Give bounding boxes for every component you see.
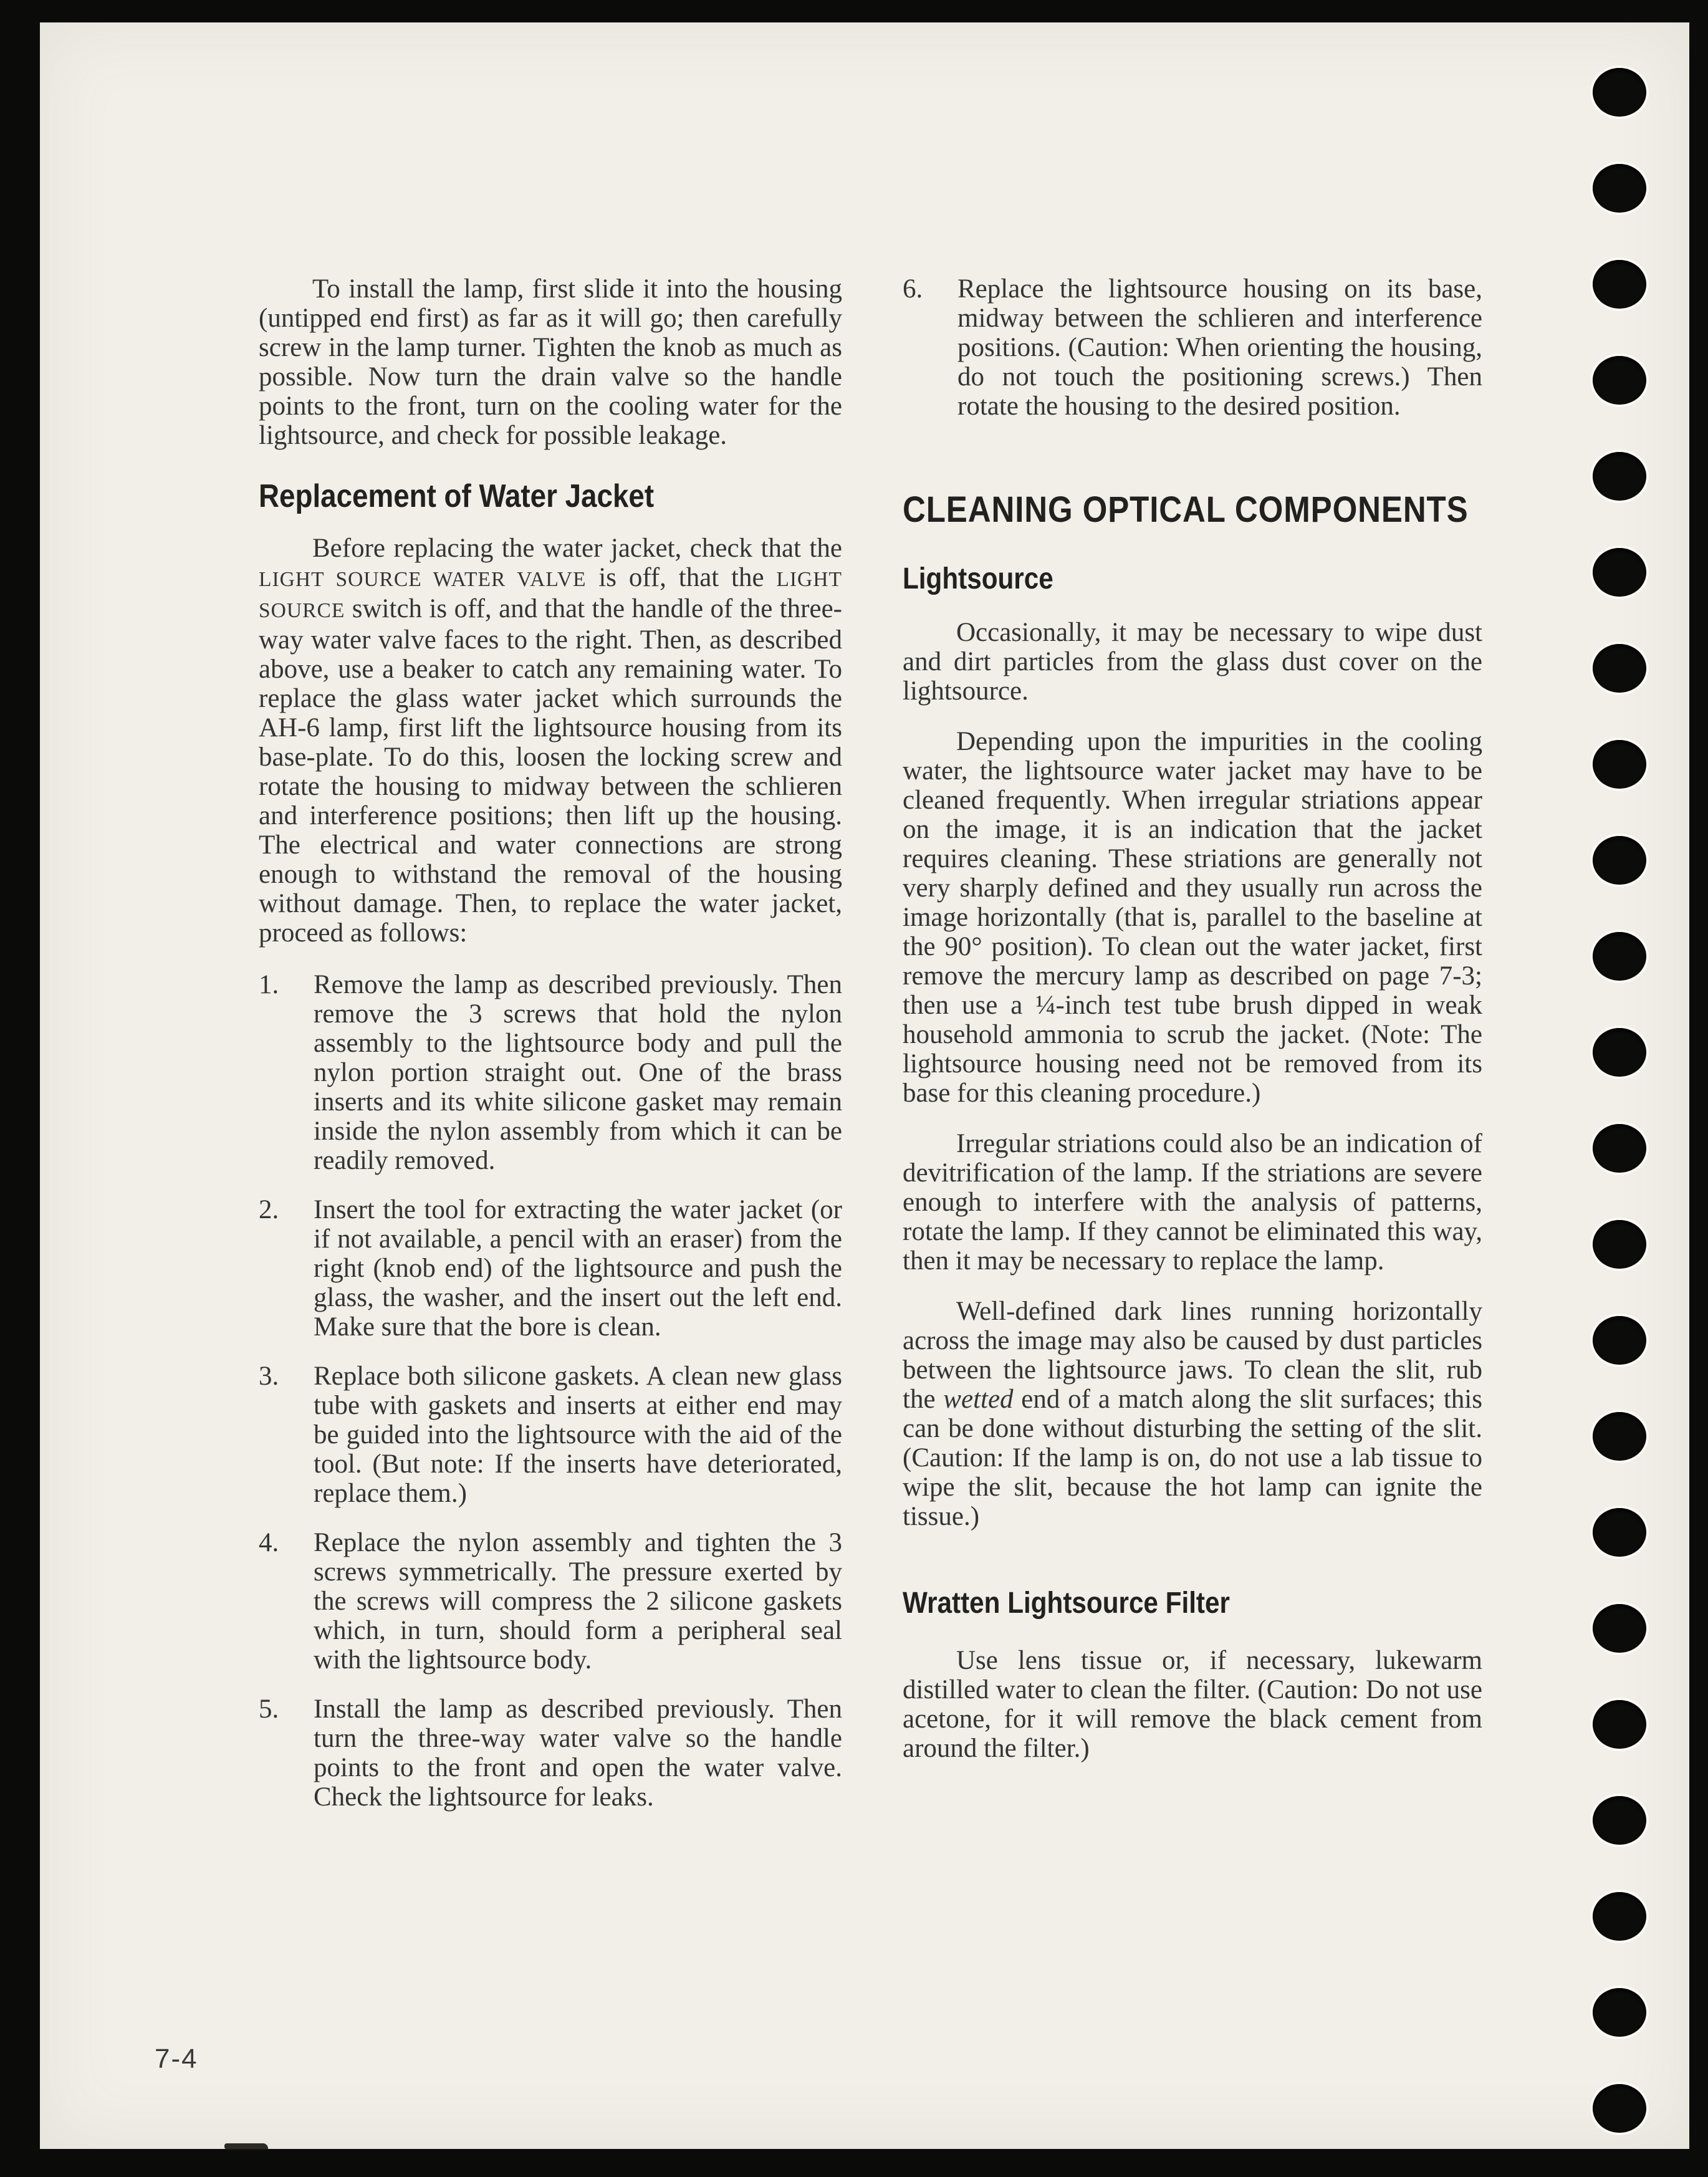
step-number: 5. [259, 1694, 279, 1724]
step-number: 6. [903, 274, 923, 304]
step-item-1 [259, 970, 842, 1175]
step-number: 3. [259, 1362, 279, 1391]
step-text: Insert the tool for extracting the water jacket (or if not available, a pencil with an eraser) from the right (knob end) of the lightsource and push the glass, the washer, and the insert out the left end. Make sure that the bore is clean. [314, 1195, 842, 1342]
section-heading-cleaning-optical-components: CLEANING OPTICAL COMPONENTS [903, 489, 1469, 530]
step-number: 1. [259, 970, 279, 999]
step-item-2 [259, 1195, 842, 1342]
paragraph-install-lamp: To install the lamp, first slide it into the housing (untipped end first) as far as it will go; then carefully screw in the lamp turner. Tighten the knob as much as possible. Now turn the drain valve so the handle points to the front, turn on the cooling water for the lightsource, and check for possible leakage. [259, 274, 842, 450]
step-text: Replace the nylon assembly and tighten the 3 screws symmetrically. The pressure exerted by the screws will compress the 2 silicone gaskets which, in turn, should form a peripheral seal with the lightsource body. [314, 1528, 842, 1675]
subsection-heading-wratten-filter: Wratten Lightsource Filter [903, 1587, 1230, 1620]
section-heading-replacement-of-water-jacket: Replacement of Water Jacket [259, 478, 655, 514]
subsection-heading-lightsource: Lightsource [903, 562, 1053, 595]
step-item-4 [259, 1528, 842, 1675]
right-column [903, 274, 1482, 1763]
paragraph-occasionally: Occasionally, it may be necessary to wipe dust and dirt particles from the glass dust cover on the lightsource. [903, 618, 1482, 706]
paragraph-irregular-striations: Irregular striations could also be an indication of devitrification of the lamp. If the striations are severe enough to interfere with the analysis of patterns, rotate the lamp. If they cannot be eliminated this way, then it may be necessary to replace the lamp. [903, 1129, 1482, 1276]
page-number: 7-4 [155, 2044, 198, 2074]
step-text: Remove the lamp as described previously. Then remove the 3 screws that hold the nylon assembly to the lightsource body and pull the nylon portion straight out. One of the brass inserts and its white silicone gasket may remain inside the nylon assembly from which it can be readily removed. [314, 970, 842, 1175]
step-text: Replace the lightsource housing on its base, midway between the schlieren and interference positions. (Caution: When orienting the housing, do not touch the positioning screws.) Then rotate the housing to the desired position. [957, 274, 1482, 421]
paragraph-use-lens-tissue: Use lens tissue or, if necessary, lukewarm distilled water to clean the filter. (Caution: Do not use acetone, for it will remove the black cement from around the filter.) [903, 1646, 1482, 1763]
step-text: Install the lamp as described previously. Then turn the three-way water valve so the handle points to the front and open the water valve. Check the lightsource for leaks. [314, 1694, 842, 1812]
paragraph-depending-impurities: Depending upon the impurities in the cooling water, the lightsource water jacket may have to be cleaned frequently. When irregular striations appear on the image, it is an indication that the jacket requires cleaning. These striations are generally not very sharply defined and they usually run across the image horizontally (that is, parallel to the baseline at the 90° position). To clean out the water jacket, first remove the mercury lamp as described on page 7-3; then use a ¼-inch test tube brush dipped in weak household ammonia to scrub the jacket. (Note: The lightsource housing need not be removed from its base for this cleaning procedure.) [903, 727, 1482, 1108]
paragraph-well-defined-lines: Well-defined dark lines running horizontally across the image may also be caused by dust particles between the lightsource jaws. To clean the slit, rub the wetted end of a match along the slit surfaces; this can be done without disturbing the setting of the slit. (Caution: If the lamp is on, do not use a lab tissue to wipe the slit, because the hot lamp can ignite the tissue.) [903, 1297, 1482, 1531]
manual-page [40, 22, 1689, 2149]
step-text: Replace both silicone gaskets. A clean new glass tube with gaskets and inserts at either end may be guided into the lightsource with the aid of the tool. (But note: If the inserts have deteriorated, replace them.) [314, 1362, 842, 1508]
numbered-step-list [259, 970, 842, 1812]
left-column [259, 274, 842, 1812]
step-item-3 [259, 1362, 842, 1508]
step-item-5 [259, 1694, 842, 1812]
scan-artifact [224, 2143, 268, 2150]
paragraph-before-replacing: Before replacing the water jacket, check that the LIGHT SOURCE WATER VALVE is off, that the LIGHT SOURCE switch is off, and that the handle of the three-way water valve faces to the right. Then, as described above, use a beaker to catch any remaining water. To replace the glass water jacket which surrounds the AH-6 lamp, first lift the lightsource housing from its base-plate. To do this, loosen the locking screw and rotate the housing to midway between the schlieren and interference positions; then lift up the housing. The electrical and water connections are strong enough to withstand the removal of the housing without damage. Then, to replace the water jacket, proceed as follows: [259, 534, 842, 948]
step-item-6 [903, 274, 1482, 421]
step-number: 4. [259, 1528, 279, 1557]
step-number: 2. [259, 1195, 279, 1224]
